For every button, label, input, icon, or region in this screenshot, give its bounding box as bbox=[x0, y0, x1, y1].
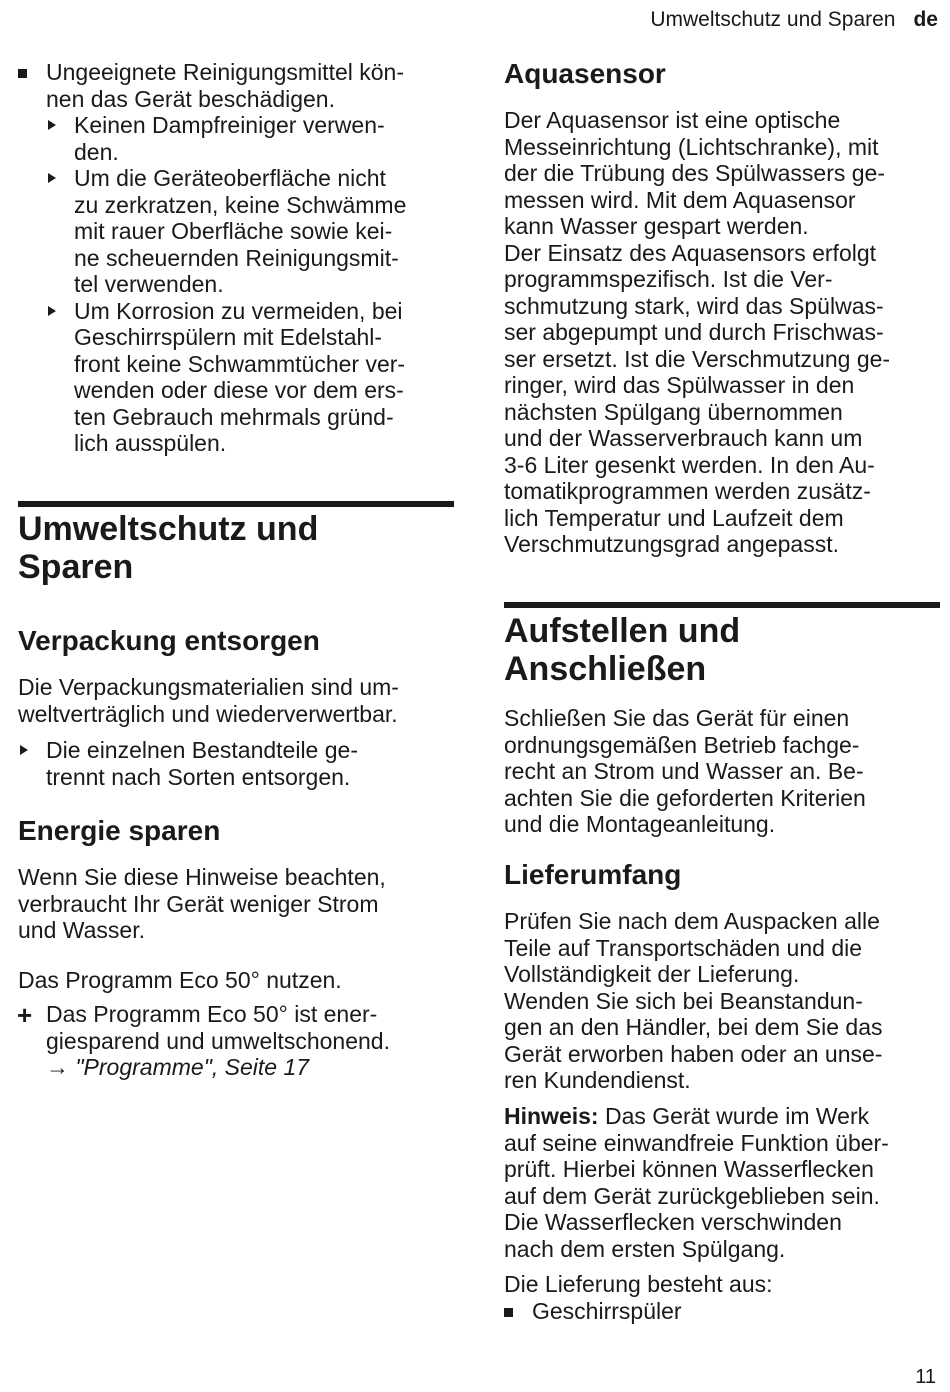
text-line: nächsten Spülgang übernommen bbox=[504, 398, 843, 425]
text-line: lich ausspülen. bbox=[74, 430, 227, 456]
section-rule bbox=[504, 602, 940, 608]
text-line: programmspezifisch. Ist die Ver- bbox=[504, 266, 833, 292]
text-line: und der Wasserverbrauch kann um bbox=[504, 425, 863, 451]
verpackung-text bbox=[18, 674, 399, 727]
text-line: achten Sie die geforderten Kriterien bbox=[504, 784, 866, 811]
text-line: Prüfen Sie nach dem Auspacken alle bbox=[504, 908, 880, 934]
text-line: recht an Strom und Wasser an. Be- bbox=[504, 758, 864, 784]
text-line: schmutzung stark, wird das Spülwas- bbox=[504, 292, 884, 319]
text-line: Umweltschutz und bbox=[18, 510, 319, 548]
aufstellen-intro bbox=[504, 705, 866, 838]
text-line: und Wasser. bbox=[18, 917, 145, 943]
text-line: ten Gebrauch mehrmals gründ- bbox=[74, 403, 394, 430]
text-line: tomatikprogrammen werden zusätz- bbox=[504, 478, 871, 504]
text-line: ren Kundendienst. bbox=[504, 1067, 691, 1093]
text-line: Das Programm Eco 50° ist ener- bbox=[46, 1001, 378, 1027]
text-line: tel verwenden. bbox=[74, 271, 224, 297]
text-line: Aufstellen und bbox=[504, 612, 741, 650]
text-line: Die einzelnen Bestandteile ge- bbox=[46, 737, 358, 763]
text-line: mit rauer Oberfläche sowie kei- bbox=[74, 218, 393, 244]
text-line: Schließen Sie das Gerät für einen bbox=[504, 705, 850, 731]
text-line: auf seine einwandfreie Funktion über- bbox=[504, 1129, 889, 1156]
text-line: Geschirrspülern mit Edelstahl- bbox=[74, 324, 383, 350]
page-number: 11 bbox=[915, 1366, 936, 1388]
text-line: ser ersetzt. Ist die Verschmutzung ge- bbox=[504, 345, 891, 372]
energie-tip: Das Programm Eco 50° nutzen. bbox=[18, 967, 342, 993]
square-bullet-icon bbox=[504, 1308, 513, 1317]
text-line: Der Einsatz des Aquasensors erfolgt bbox=[504, 239, 877, 266]
text-line: auf dem Gerät zurückgeblieben sein. bbox=[504, 1182, 880, 1209]
section-heading bbox=[504, 612, 740, 688]
triangle-bullet-icon bbox=[48, 173, 56, 183]
text-line: messen wird. Mit dem Aquasensor bbox=[504, 186, 856, 213]
list-item bbox=[46, 112, 456, 165]
subheading-aquasensor: Aquasensor bbox=[504, 58, 666, 89]
running-header bbox=[650, 8, 938, 32]
triangle-bullet-icon bbox=[48, 120, 56, 130]
text-line: den. bbox=[74, 138, 119, 165]
text-line: trennt nach Sorten entsorgen. bbox=[46, 763, 351, 790]
text-line: front keine Schwammtücher ver- bbox=[74, 350, 406, 377]
text-line: lich Temperatur und Laufzeit dem bbox=[504, 504, 844, 531]
text-line: Sparen bbox=[18, 548, 134, 586]
text-line: wenden oder diese vor dem ers- bbox=[74, 377, 404, 403]
text-line: nen das Gerät beschädigen. bbox=[46, 85, 335, 112]
warning-bullet bbox=[18, 59, 482, 112]
triangle-bullet-icon bbox=[20, 745, 28, 755]
text-line: verbraucht Ihr Gerät weniger Strom bbox=[18, 890, 379, 917]
subheading-lieferumfang: Lieferumfang bbox=[504, 859, 682, 890]
text-line: Die Verpackungsmaterialien sind um- bbox=[18, 674, 399, 700]
text-line: Verschmutzungsgrad angepasst. bbox=[504, 531, 839, 557]
text-line: Teile auf Transportschäden und die bbox=[504, 934, 863, 961]
triangle-bullet-icon bbox=[48, 306, 56, 316]
section-heading bbox=[18, 510, 318, 586]
text-line: der die Trübung des Spülwassers ge- bbox=[504, 160, 885, 186]
text-line: Keinen Dampfreiniger verwen- bbox=[74, 112, 385, 138]
text-line: ser abgepumpt und durch Frischwas- bbox=[504, 319, 884, 345]
text-line: Wenn Sie diese Hinweise beachten, bbox=[18, 864, 386, 890]
header-language: de bbox=[913, 8, 938, 31]
section-rule bbox=[18, 501, 454, 507]
text-line: Geschirrspüler bbox=[532, 1298, 682, 1324]
text-line: nach dem ersten Spülgang. bbox=[504, 1235, 786, 1262]
text-line: zu zerkratzen, keine Schwämme bbox=[74, 191, 407, 218]
text-line: ne scheuernden Reinigungsmit- bbox=[74, 244, 399, 271]
text-line: prüft. Hierbei können Wasserflecken bbox=[504, 1156, 874, 1182]
text-line: Das Gerät wurde im Werk bbox=[604, 1103, 870, 1129]
text-line: Anschließen bbox=[504, 650, 707, 688]
list-item bbox=[46, 298, 456, 457]
square-bullet-icon bbox=[18, 69, 27, 78]
hint-label: Hinweis: bbox=[504, 1103, 599, 1129]
list-item bbox=[504, 1298, 950, 1325]
text-line: Der Aquasensor ist eine optische bbox=[504, 107, 841, 133]
lieferumfang-text bbox=[504, 908, 883, 1094]
subheading-energie: Energie sparen bbox=[18, 815, 221, 846]
delivery-intro: Die Lieferung besteht aus: bbox=[504, 1271, 773, 1297]
text-line: Um die Geräteoberfläche nicht bbox=[74, 165, 386, 191]
text-line: giesparend und umweltschonend. bbox=[46, 1027, 390, 1054]
text-line: kann Wasser gespart werden. bbox=[504, 213, 809, 239]
energie-benefit bbox=[18, 1001, 482, 1081]
text-line: Gerät erworben haben oder an unse- bbox=[504, 1040, 883, 1067]
text-line: Um Korrosion zu vermeiden, bei bbox=[74, 297, 403, 324]
text-line: 3-6 Liter gesenkt werden. In den Au- bbox=[504, 451, 875, 478]
header-section-title: Umweltschutz und Sparen bbox=[650, 8, 896, 31]
list-item bbox=[46, 165, 456, 298]
plus-icon: + bbox=[17, 1000, 33, 1030]
text-line: Wenden Sie sich bei Beanstandun- bbox=[504, 987, 863, 1014]
warning-steps bbox=[46, 112, 456, 457]
text-line: Messeinrichtung (Lichtschranke), mit bbox=[504, 133, 879, 160]
aquasensor-text bbox=[504, 107, 890, 558]
verpackung-step bbox=[18, 737, 482, 790]
text-line: Ungeeignete Reinigungsmittel kön- bbox=[46, 59, 404, 85]
text-line: weltverträglich und wiederverwertbar. bbox=[18, 700, 398, 727]
energie-text bbox=[18, 864, 386, 944]
arrow-right-icon: → bbox=[46, 1054, 69, 1080]
cross-reference-text: "Programme", Seite 17 bbox=[75, 1054, 310, 1080]
text-line: Die Wasserflecken verschwinden bbox=[504, 1209, 842, 1235]
hint-note bbox=[504, 1103, 889, 1262]
subheading-verpackung: Verpackung entsorgen bbox=[18, 625, 320, 656]
cross-reference bbox=[46, 1054, 482, 1081]
text-line: Vollständigkeit der Lieferung. bbox=[504, 961, 800, 987]
text-line: und die Montageanleitung. bbox=[504, 811, 776, 837]
text-line: ringer, wird das Spülwasser in den bbox=[504, 372, 855, 398]
text-line: gen an den Händler, bei dem Sie das bbox=[504, 1014, 883, 1040]
text-line: ordnungsgemäßen Betrieb fachge- bbox=[504, 731, 860, 758]
